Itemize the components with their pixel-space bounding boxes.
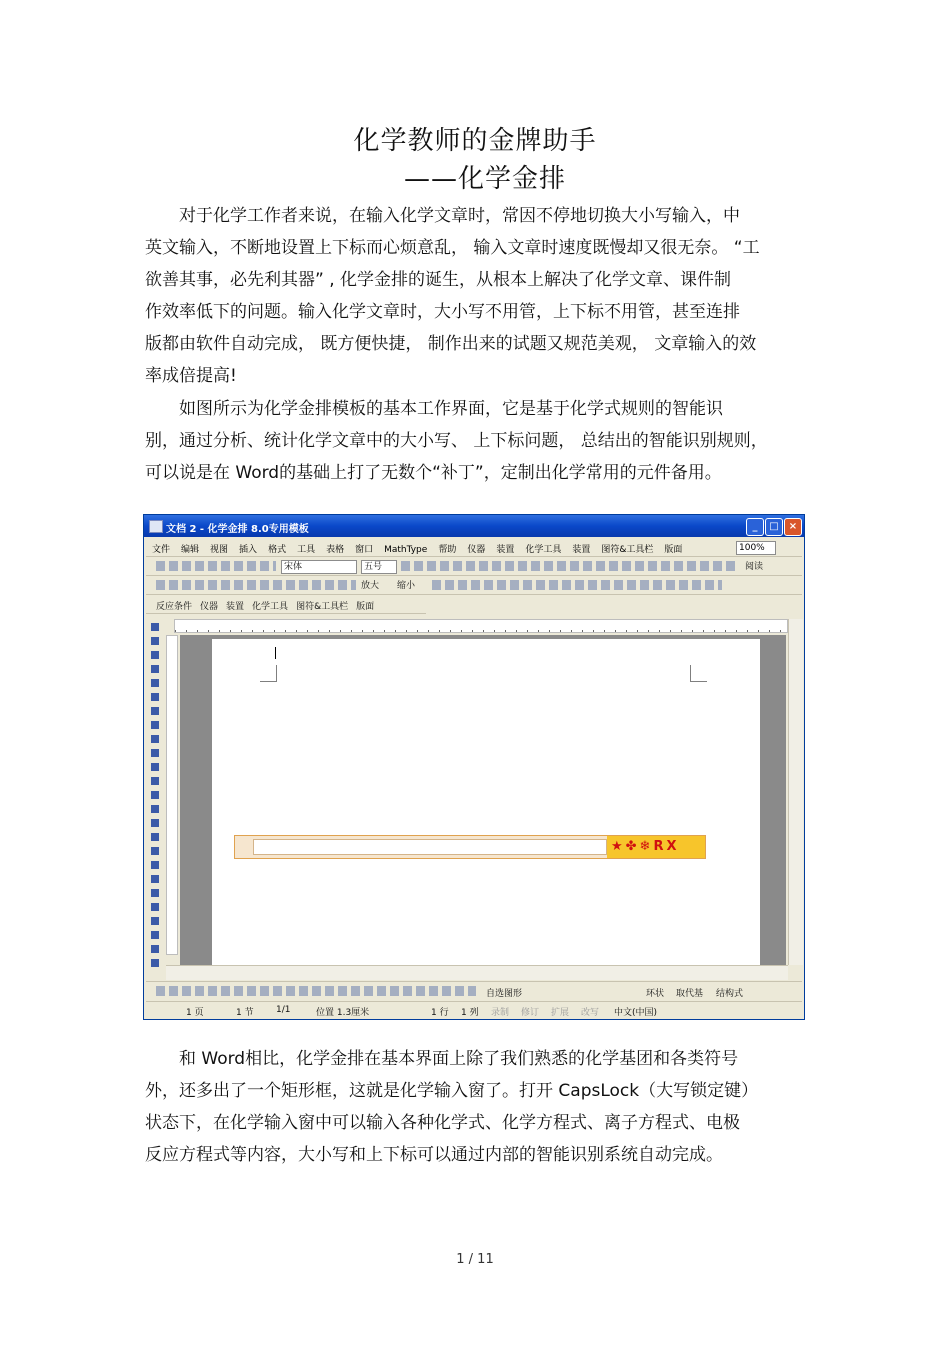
status-extend: 扩展	[551, 1008, 570, 1018]
chem-icons[interactable]	[156, 580, 356, 590]
menu-item[interactable]: 格式	[268, 545, 287, 555]
toolbar3-item[interactable]: 化学工具	[252, 602, 289, 612]
minimize-icon[interactable]: _	[746, 518, 764, 536]
toolbar-icons[interactable]	[156, 561, 276, 571]
vertical-ruler[interactable]	[166, 635, 178, 955]
document-area	[180, 635, 786, 965]
status-pages: 1/1	[276, 1005, 291, 1015]
text-line: 别，通过分析、统计化学文章中的大小写、 上下标问题， 总结出的智能识别规则，	[145, 431, 768, 451]
text-line: 欲善其事，必先利其器” , 化学金排的诞生，从根本上解决了化学文章、课件制	[145, 270, 732, 290]
drawing-toolbar	[146, 981, 802, 1000]
status-language: 中文(中国)	[614, 1008, 658, 1018]
text-line: 反应方程式等内容，大小写和上下标可以通过内部的智能识别系统自动完成。	[145, 1145, 723, 1165]
chem-input-buttons[interactable]: ★✤❄RX	[607, 836, 705, 858]
text-cursor	[275, 647, 276, 659]
margin-corner	[690, 665, 707, 682]
arrow-icons[interactable]	[432, 580, 722, 590]
text-line: 可以说是在 Word的基础上打了无数个“补丁”，定制出化学常用的元件备用。	[145, 463, 722, 483]
menu-item[interactable]: 窗口	[355, 545, 374, 555]
menu-item[interactable]: 编辑	[181, 545, 200, 555]
status-record: 录制	[491, 1008, 510, 1018]
status-section: 1 节	[236, 1008, 254, 1018]
close-icon[interactable]: ×	[784, 518, 802, 536]
menu-item[interactable]: 帮助	[438, 545, 457, 555]
ring-button[interactable]: 环状	[646, 989, 665, 999]
toolbar3-item[interactable]: 图符&工具栏	[296, 602, 349, 612]
text-line: 英文输入，不断地设置上下标而心烦意乱， 输入文章时速度既慢却又很无奈。 “工	[145, 238, 760, 258]
chemistry-toolbar	[146, 576, 802, 595]
text-line: 状态下，在化学输入窗中可以输入各种化学式、化学方程式、离子方程式、电极	[145, 1113, 740, 1133]
font-name-select[interactable]: 宋体	[281, 560, 357, 574]
document-page[interactable]	[212, 639, 760, 965]
menu-item[interactable]: 文件	[152, 545, 171, 555]
status-revise: 修订	[521, 1008, 540, 1018]
autoshape-button[interactable]: 自选图形	[486, 989, 523, 999]
menu-item[interactable]: MathType	[384, 545, 428, 555]
font-size-select[interactable]: 五号	[361, 560, 397, 574]
zoom-in-button[interactable]: 放大	[358, 579, 392, 593]
draw-icons[interactable]	[156, 986, 476, 996]
standard-toolbar	[146, 557, 802, 576]
window-title: 文档 2 - 化学金排 8.0专用模板	[166, 524, 309, 535]
status-position: 位置 1.3厘米	[316, 1008, 370, 1018]
doc-title: 化学教师的金牌助手	[353, 126, 597, 156]
substituent-button[interactable]: 取代基	[676, 989, 704, 999]
menu-item[interactable]: 版面	[664, 545, 683, 555]
horizontal-ruler[interactable]	[174, 619, 788, 633]
toolbar3-item[interactable]: 装置	[226, 602, 245, 612]
horizontal-scrollbar[interactable]	[166, 965, 788, 980]
chem-menu-toolbar	[146, 595, 426, 614]
structure-button[interactable]: 结构式	[716, 989, 744, 999]
menu-item[interactable]: 图符&工具栏	[601, 545, 654, 555]
status-overwrite: 改写	[581, 1008, 600, 1018]
chemistry-input-field[interactable]	[253, 839, 607, 855]
margin-corner	[260, 665, 277, 682]
menu-item[interactable]: 插入	[239, 545, 258, 555]
text-line: 作效率低下的问题。输入化学文章时，大小写不用管，上下标不用管，甚至连排	[145, 302, 740, 322]
status-bar	[146, 1001, 802, 1018]
menu-item[interactable]: 视图	[210, 545, 229, 555]
menu-item[interactable]: 表格	[326, 545, 345, 555]
status-line: 1 行	[431, 1008, 449, 1018]
menu-item[interactable]: 化学工具	[525, 545, 562, 555]
vertical-scrollbar[interactable]	[788, 619, 803, 965]
text-line: 率成倍提高!	[145, 366, 237, 386]
maximize-icon[interactable]: □	[765, 518, 783, 536]
toolbar3-item[interactable]: 反应条件	[156, 602, 193, 612]
read-button[interactable]: 阅读	[742, 560, 788, 574]
toolbar3-item[interactable]: 仪器	[200, 602, 219, 612]
menu-item[interactable]: 装置	[496, 545, 515, 555]
menu-item[interactable]: 仪器	[467, 545, 486, 555]
paragraph-2	[145, 393, 810, 489]
status-page: 1 页	[186, 1008, 204, 1018]
document-icon	[149, 520, 163, 533]
menu-item[interactable]: 装置	[572, 545, 591, 555]
menu-bar	[146, 538, 802, 557]
chemistry-input-window	[234, 835, 706, 859]
page-number: 1 / 11	[456, 1252, 494, 1267]
vertical-chem-toolbar[interactable]	[146, 619, 164, 969]
text-line: 和 Word相比，化学金排在基本界面上除了我们熟悉的化学基团和各类符号	[179, 1049, 739, 1069]
status-column: 1 列	[461, 1008, 479, 1018]
doc-subtitle: ——化学金排	[403, 164, 566, 194]
menu-item[interactable]: 工具	[297, 545, 316, 555]
software-screenshot	[143, 514, 805, 1020]
format-icons[interactable]	[401, 561, 736, 571]
zoom-out-button[interactable]: 缩小	[394, 579, 428, 593]
paragraph-3	[145, 1043, 810, 1171]
paragraph-1	[145, 200, 810, 392]
text-line: 外，还多出了一个矩形框，这就是化学输入窗了。打开 CapsLock（大写锁定键）	[145, 1081, 759, 1101]
toolbar3-item[interactable]: 版面	[356, 602, 375, 612]
zoom-select[interactable]: 100%	[736, 541, 776, 555]
text-line: 如图所示为化学金排模板的基本工作界面，它是基于化学式规则的智能识	[179, 399, 723, 419]
text-line: 版都由软件自动完成， 既方便快捷， 制作出来的试题又规范美观， 文章输入的效	[145, 334, 757, 354]
text-line: 对于化学工作者来说，在输入化学文章时，常因不停地切换大小写输入，中	[179, 206, 740, 226]
window-titlebar	[144, 515, 804, 537]
